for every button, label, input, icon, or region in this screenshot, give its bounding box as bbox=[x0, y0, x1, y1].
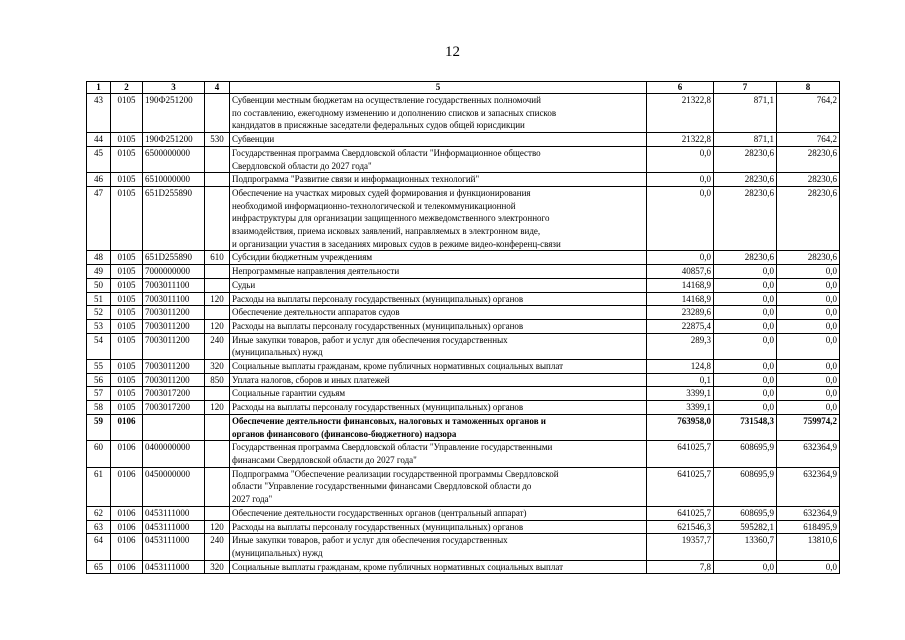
amount-col8-cell: 0,0 bbox=[777, 319, 840, 333]
section-code-cell: 0106 bbox=[111, 506, 143, 520]
target-article-cell: 0453111000 bbox=[143, 560, 205, 574]
row-number-cell: 44 bbox=[87, 133, 111, 147]
description-cell bbox=[230, 520, 647, 534]
row-number-cell: 64 bbox=[87, 534, 111, 560]
amount-col6-cell: 21322,8 bbox=[647, 133, 714, 147]
table-row bbox=[87, 146, 840, 172]
description-line: (муниципальных) нужд bbox=[232, 547, 323, 558]
expense-type-cell bbox=[205, 387, 230, 401]
description-cell bbox=[230, 373, 647, 387]
row-number-cell: 43 bbox=[87, 94, 111, 133]
description-cell bbox=[230, 414, 647, 440]
expense-type-cell bbox=[205, 186, 230, 251]
description-line: Уплата налогов, сборов и иных платежей bbox=[232, 374, 390, 385]
expense-type-cell: 320 bbox=[205, 360, 230, 374]
amount-col6-cell: 0,0 bbox=[647, 251, 714, 265]
section-code-cell: 0106 bbox=[111, 441, 143, 467]
amount-col8-cell: 28230,6 bbox=[777, 251, 840, 265]
description-line: необходимой информационно-технологической и телекоммуникационной bbox=[232, 200, 516, 211]
amount-col8-cell: 28230,6 bbox=[777, 186, 840, 251]
row-number-cell: 57 bbox=[87, 387, 111, 401]
description-line: Иные закупки товаров, работ и услуг для обеспечения государственных bbox=[232, 334, 508, 345]
amount-col7-cell: 731548,3 bbox=[714, 414, 777, 440]
description-cell bbox=[230, 401, 647, 415]
amount-col8-cell: 0,0 bbox=[777, 333, 840, 359]
row-number-cell: 52 bbox=[87, 306, 111, 320]
section-code-cell: 0105 bbox=[111, 251, 143, 265]
target-article-cell: 6500000000 bbox=[143, 146, 205, 172]
expense-type-cell bbox=[205, 306, 230, 320]
section-code-cell: 0105 bbox=[111, 360, 143, 374]
row-number-cell: 56 bbox=[87, 373, 111, 387]
amount-col6-cell: 40857,6 bbox=[647, 265, 714, 279]
description-line: Судьи bbox=[232, 279, 256, 290]
table-row bbox=[87, 467, 840, 506]
target-article-cell: 7003011100 bbox=[143, 278, 205, 292]
expense-type-cell bbox=[205, 265, 230, 279]
header-cell: 6 bbox=[647, 82, 714, 94]
amount-col8-cell: 764,2 bbox=[777, 94, 840, 133]
amount-col6-cell: 621546,3 bbox=[647, 520, 714, 534]
description-line: по составлению, ежегодному изменению и дополнению списков и запасных списков bbox=[232, 107, 557, 118]
description-line: инфраструктуры для организации защищенного межведомственного электронного bbox=[232, 213, 550, 224]
expense-type-cell bbox=[205, 278, 230, 292]
section-code-cell: 0105 bbox=[111, 133, 143, 147]
section-code-cell: 0106 bbox=[111, 414, 143, 440]
description-line: Социальные выплаты гражданам, кроме публичных нормативных социальных выплат bbox=[232, 561, 564, 572]
amount-col8-cell: 632364,9 bbox=[777, 506, 840, 520]
amount-col6-cell: 3399,1 bbox=[647, 401, 714, 415]
description-line: финансами Свердловской области до 2027 года" bbox=[232, 454, 417, 465]
description-cell bbox=[230, 186, 647, 251]
description-line: Расходы на выплаты персоналу государственных (муниципальных) органов bbox=[232, 320, 524, 331]
table-row bbox=[87, 373, 840, 387]
amount-col6-cell: 124,8 bbox=[647, 360, 714, 374]
amount-col7-cell: 595282,1 bbox=[714, 520, 777, 534]
table-row bbox=[87, 94, 840, 133]
section-code-cell: 0105 bbox=[111, 278, 143, 292]
table-row bbox=[87, 133, 840, 147]
table-row bbox=[87, 560, 840, 574]
description-cell bbox=[230, 306, 647, 320]
section-code-cell: 0105 bbox=[111, 306, 143, 320]
description-line: и организации участия в заседаниях мировых судов в режиме видео-конференц-связи bbox=[232, 238, 561, 249]
description-cell bbox=[230, 441, 647, 467]
expense-type-cell bbox=[205, 173, 230, 187]
amount-col7-cell: 28230,6 bbox=[714, 251, 777, 265]
description-cell bbox=[230, 133, 647, 147]
description-line: Обеспечение деятельности финансовых, налоговых и таможенных органов и bbox=[232, 415, 546, 426]
section-code-cell: 0105 bbox=[111, 94, 143, 133]
amount-col8-cell: 28230,6 bbox=[777, 173, 840, 187]
header-cell: 1 bbox=[87, 82, 111, 94]
target-article-cell: 7003011100 bbox=[143, 292, 205, 306]
description-line: 2027 года" bbox=[232, 494, 273, 505]
table-row bbox=[87, 414, 840, 440]
amount-col7-cell: 28230,6 bbox=[714, 146, 777, 172]
table-row bbox=[87, 441, 840, 467]
amount-col8-cell: 632364,9 bbox=[777, 467, 840, 506]
description-cell bbox=[230, 94, 647, 133]
description-line: взаимодействия, приема исковых заявлений, направляемых в электронном виде, bbox=[232, 226, 541, 237]
header-cell: 4 bbox=[205, 82, 230, 94]
amount-col7-cell: 0,0 bbox=[714, 306, 777, 320]
target-article-cell: 0400000000 bbox=[143, 441, 205, 467]
section-code-cell: 0106 bbox=[111, 560, 143, 574]
description-line: Субвенции местным бюджетам на осуществление государственных полномочий bbox=[232, 95, 541, 105]
target-article-cell: 190Ф251200 bbox=[143, 94, 205, 133]
target-article-cell: 7003011200 bbox=[143, 306, 205, 320]
amount-col8-cell: 0,0 bbox=[777, 278, 840, 292]
target-article-cell: 7003017200 bbox=[143, 401, 205, 415]
description-line: Расходы на выплаты персоналу государственных (муниципальных) органов bbox=[232, 402, 524, 413]
expense-type-cell bbox=[205, 467, 230, 506]
budget-table bbox=[86, 81, 840, 574]
target-article-cell: 7003011200 bbox=[143, 333, 205, 359]
description-line: Государственная программа Свердловской области "Управление государственными bbox=[232, 442, 553, 453]
description-cell bbox=[230, 251, 647, 265]
table-row bbox=[87, 360, 840, 374]
table-row bbox=[87, 306, 840, 320]
expense-type-cell: 610 bbox=[205, 251, 230, 265]
amount-col7-cell: 0,0 bbox=[714, 292, 777, 306]
description-cell bbox=[230, 173, 647, 187]
amount-col7-cell: 0,0 bbox=[714, 560, 777, 574]
description-cell bbox=[230, 387, 647, 401]
amount-col7-cell: 0,0 bbox=[714, 278, 777, 292]
target-article-cell: 6510000000 bbox=[143, 173, 205, 187]
section-code-cell: 0105 bbox=[111, 186, 143, 251]
description-line: Расходы на выплаты персоналу государственных (муниципальных) органов bbox=[232, 293, 524, 304]
table-row bbox=[87, 520, 840, 534]
amount-col7-cell: 0,0 bbox=[714, 401, 777, 415]
amount-col8-cell: 28230,6 bbox=[777, 146, 840, 172]
amount-col7-cell: 608695,9 bbox=[714, 506, 777, 520]
expense-type-cell: 240 bbox=[205, 534, 230, 560]
table-row bbox=[87, 265, 840, 279]
row-number-cell: 49 bbox=[87, 265, 111, 279]
description-line: Непрограммные направления деятельности bbox=[232, 266, 400, 277]
amount-col6-cell: 14168,9 bbox=[647, 292, 714, 306]
amount-col7-cell: 28230,6 bbox=[714, 173, 777, 187]
description-line: Обеспечение на участках мировых судей формирования и функционирования bbox=[232, 187, 531, 198]
description-line: кандидатов в присяжные заседатели федеральных судов общей юрисдикции bbox=[232, 120, 525, 131]
expense-type-cell bbox=[205, 146, 230, 172]
amount-col8-cell: 0,0 bbox=[777, 292, 840, 306]
amount-col7-cell: 0,0 bbox=[714, 333, 777, 359]
description-line: Социальные гарантии судьям bbox=[232, 388, 346, 399]
amount-col7-cell: 0,0 bbox=[714, 387, 777, 401]
amount-col6-cell: 641025,7 bbox=[647, 467, 714, 506]
expense-type-cell: 320 bbox=[205, 560, 230, 574]
amount-col6-cell: 19357,7 bbox=[647, 534, 714, 560]
expense-type-cell: 850 bbox=[205, 373, 230, 387]
description-cell bbox=[230, 278, 647, 292]
amount-col6-cell: 0,0 bbox=[647, 146, 714, 172]
amount-col6-cell: 23289,6 bbox=[647, 306, 714, 320]
table-row bbox=[87, 278, 840, 292]
description-line: Свердловской области до 2027 года" bbox=[232, 160, 372, 171]
amount-col7-cell: 0,0 bbox=[714, 319, 777, 333]
header-cell: 8 bbox=[777, 82, 840, 94]
amount-col8-cell: 0,0 bbox=[777, 373, 840, 387]
target-article-cell: 7003011200 bbox=[143, 360, 205, 374]
description-line: Субвенции bbox=[232, 134, 275, 145]
header-cell: 5 bbox=[230, 82, 647, 94]
description-cell bbox=[230, 319, 647, 333]
amount-col6-cell: 641025,7 bbox=[647, 441, 714, 467]
expense-type-cell: 120 bbox=[205, 401, 230, 415]
table-row bbox=[87, 401, 840, 415]
row-number-cell: 59 bbox=[87, 414, 111, 440]
table-row bbox=[87, 251, 840, 265]
expense-type-cell bbox=[205, 94, 230, 133]
target-article-cell: 7003011200 bbox=[143, 373, 205, 387]
amount-col6-cell: 641025,7 bbox=[647, 506, 714, 520]
section-code-cell: 0106 bbox=[111, 467, 143, 506]
amount-col7-cell: 28230,6 bbox=[714, 186, 777, 251]
header-cell: 3 bbox=[143, 82, 205, 94]
row-number-cell: 45 bbox=[87, 146, 111, 172]
row-number-cell: 58 bbox=[87, 401, 111, 415]
amount-col7-cell: 871,1 bbox=[714, 133, 777, 147]
row-number-cell: 60 bbox=[87, 441, 111, 467]
description-line: Иные закупки товаров, работ и услуг для обеспечения государственных bbox=[232, 535, 508, 546]
amount-col7-cell: 0,0 bbox=[714, 373, 777, 387]
table-row bbox=[87, 173, 840, 187]
target-article-cell: 0453111000 bbox=[143, 506, 205, 520]
amount-col8-cell: 632364,9 bbox=[777, 441, 840, 467]
header-cell: 7 bbox=[714, 82, 777, 94]
target-article-cell: 651D255890 bbox=[143, 251, 205, 265]
row-number-cell: 50 bbox=[87, 278, 111, 292]
expense-type-cell: 120 bbox=[205, 292, 230, 306]
table-row bbox=[87, 319, 840, 333]
amount-col8-cell: 0,0 bbox=[777, 306, 840, 320]
description-cell bbox=[230, 506, 647, 520]
description-line: Государственная программа Свердловской области "Информационное общество bbox=[232, 147, 541, 158]
description-line: (муниципальных) нужд bbox=[232, 347, 323, 358]
table-row bbox=[87, 333, 840, 359]
amount-col6-cell: 763958,0 bbox=[647, 414, 714, 440]
expense-type-cell bbox=[205, 414, 230, 440]
section-code-cell: 0105 bbox=[111, 173, 143, 187]
target-article-cell bbox=[143, 414, 205, 440]
header-cell: 2 bbox=[111, 82, 143, 94]
section-code-cell: 0105 bbox=[111, 373, 143, 387]
section-code-cell: 0105 bbox=[111, 387, 143, 401]
row-number-cell: 51 bbox=[87, 292, 111, 306]
expense-type-cell: 120 bbox=[205, 520, 230, 534]
description-line: органов финансового (финансово-бюджетного) надзора bbox=[232, 428, 457, 439]
amount-col6-cell: 22875,4 bbox=[647, 319, 714, 333]
amount-col8-cell: 0,0 bbox=[777, 360, 840, 374]
target-article-cell: 0453111000 bbox=[143, 534, 205, 560]
amount-col8-cell: 0,0 bbox=[777, 401, 840, 415]
description-cell bbox=[230, 534, 647, 560]
section-code-cell: 0105 bbox=[111, 292, 143, 306]
section-code-cell: 0106 bbox=[111, 534, 143, 560]
amount-col7-cell: 13360,7 bbox=[714, 534, 777, 560]
amount-col6-cell: 14168,9 bbox=[647, 278, 714, 292]
description-cell bbox=[230, 265, 647, 279]
description-line: Подпрограмма "Обеспечение реализации государственной программы Свердловской bbox=[232, 468, 559, 479]
table-row bbox=[87, 292, 840, 306]
amount-col8-cell: 759974,2 bbox=[777, 414, 840, 440]
section-code-cell: 0105 bbox=[111, 146, 143, 172]
amount-col7-cell: 0,0 bbox=[714, 360, 777, 374]
amount-col6-cell: 289,3 bbox=[647, 333, 714, 359]
row-number-cell: 54 bbox=[87, 333, 111, 359]
description-line: Расходы на выплаты персоналу государственных (муниципальных) органов bbox=[232, 521, 524, 532]
amount-col6-cell: 0,0 bbox=[647, 173, 714, 187]
table-row bbox=[87, 387, 840, 401]
amount-col8-cell: 764,2 bbox=[777, 133, 840, 147]
description-line: Социальные выплаты гражданам, кроме публичных нормативных социальных выплат bbox=[232, 361, 564, 372]
description-line: Обеспечение деятельности аппаратов судов bbox=[232, 307, 400, 318]
target-article-cell: 0450000000 bbox=[143, 467, 205, 506]
target-article-cell: 7003017200 bbox=[143, 387, 205, 401]
amount-col8-cell: 0,0 bbox=[777, 265, 840, 279]
description-cell bbox=[230, 292, 647, 306]
row-number-cell: 55 bbox=[87, 360, 111, 374]
target-article-cell: 7000000000 bbox=[143, 265, 205, 279]
target-article-cell: 190Ф251200 bbox=[143, 133, 205, 147]
amount-col7-cell: 608695,9 bbox=[714, 441, 777, 467]
expense-type-cell: 120 bbox=[205, 319, 230, 333]
description-cell bbox=[230, 146, 647, 172]
amount-col8-cell: 0,0 bbox=[777, 560, 840, 574]
amount-col7-cell: 0,0 bbox=[714, 265, 777, 279]
amount-col7-cell: 871,1 bbox=[714, 94, 777, 133]
row-number-cell: 65 bbox=[87, 560, 111, 574]
description-line: Обеспечение деятельности государственных органов (центральный аппарат) bbox=[232, 507, 527, 518]
table-body bbox=[87, 94, 840, 574]
amount-col6-cell: 3399,1 bbox=[647, 387, 714, 401]
amount-col6-cell: 21322,8 bbox=[647, 94, 714, 133]
target-article-cell: 0453111000 bbox=[143, 520, 205, 534]
row-number-cell: 62 bbox=[87, 506, 111, 520]
section-code-cell: 0105 bbox=[111, 333, 143, 359]
amount-col8-cell: 13810,6 bbox=[777, 534, 840, 560]
table-row bbox=[87, 506, 840, 520]
row-number-cell: 47 bbox=[87, 186, 111, 251]
description-cell bbox=[230, 360, 647, 374]
section-code-cell: 0105 bbox=[111, 319, 143, 333]
page-number: 12 bbox=[445, 44, 460, 60]
row-number-cell: 63 bbox=[87, 520, 111, 534]
header-row bbox=[87, 82, 840, 94]
target-article-cell: 651D255890 bbox=[143, 186, 205, 251]
amount-col7-cell: 608695,9 bbox=[714, 467, 777, 506]
target-article-cell: 7003011200 bbox=[143, 319, 205, 333]
row-number-cell: 53 bbox=[87, 319, 111, 333]
amount-col8-cell: 0,0 bbox=[777, 387, 840, 401]
expense-type-cell bbox=[205, 441, 230, 467]
amount-col6-cell: 0,0 bbox=[647, 186, 714, 251]
amount-col8-cell: 618495,9 bbox=[777, 520, 840, 534]
expense-type-cell bbox=[205, 506, 230, 520]
section-code-cell: 0105 bbox=[111, 401, 143, 415]
amount-col6-cell: 0,1 bbox=[647, 373, 714, 387]
table-row bbox=[87, 534, 840, 560]
expense-type-cell: 530 bbox=[205, 133, 230, 147]
expense-type-cell: 240 bbox=[205, 333, 230, 359]
description-line: области "Управление государственными финансами Свердловской области до bbox=[232, 481, 532, 492]
section-code-cell: 0106 bbox=[111, 520, 143, 534]
description-cell bbox=[230, 333, 647, 359]
row-number-cell: 61 bbox=[87, 467, 111, 506]
section-code-cell: 0105 bbox=[111, 265, 143, 279]
description-line: Подпрограмма "Развитие связи и информационных технологий" bbox=[232, 174, 480, 185]
description-cell bbox=[230, 467, 647, 506]
description-cell bbox=[230, 560, 647, 574]
table-row bbox=[87, 186, 840, 251]
amount-col6-cell: 7,8 bbox=[647, 560, 714, 574]
row-number-cell: 48 bbox=[87, 251, 111, 265]
description-line: Субсидии бюджетным учреждениям bbox=[232, 252, 373, 263]
row-number-cell: 46 bbox=[87, 173, 111, 187]
